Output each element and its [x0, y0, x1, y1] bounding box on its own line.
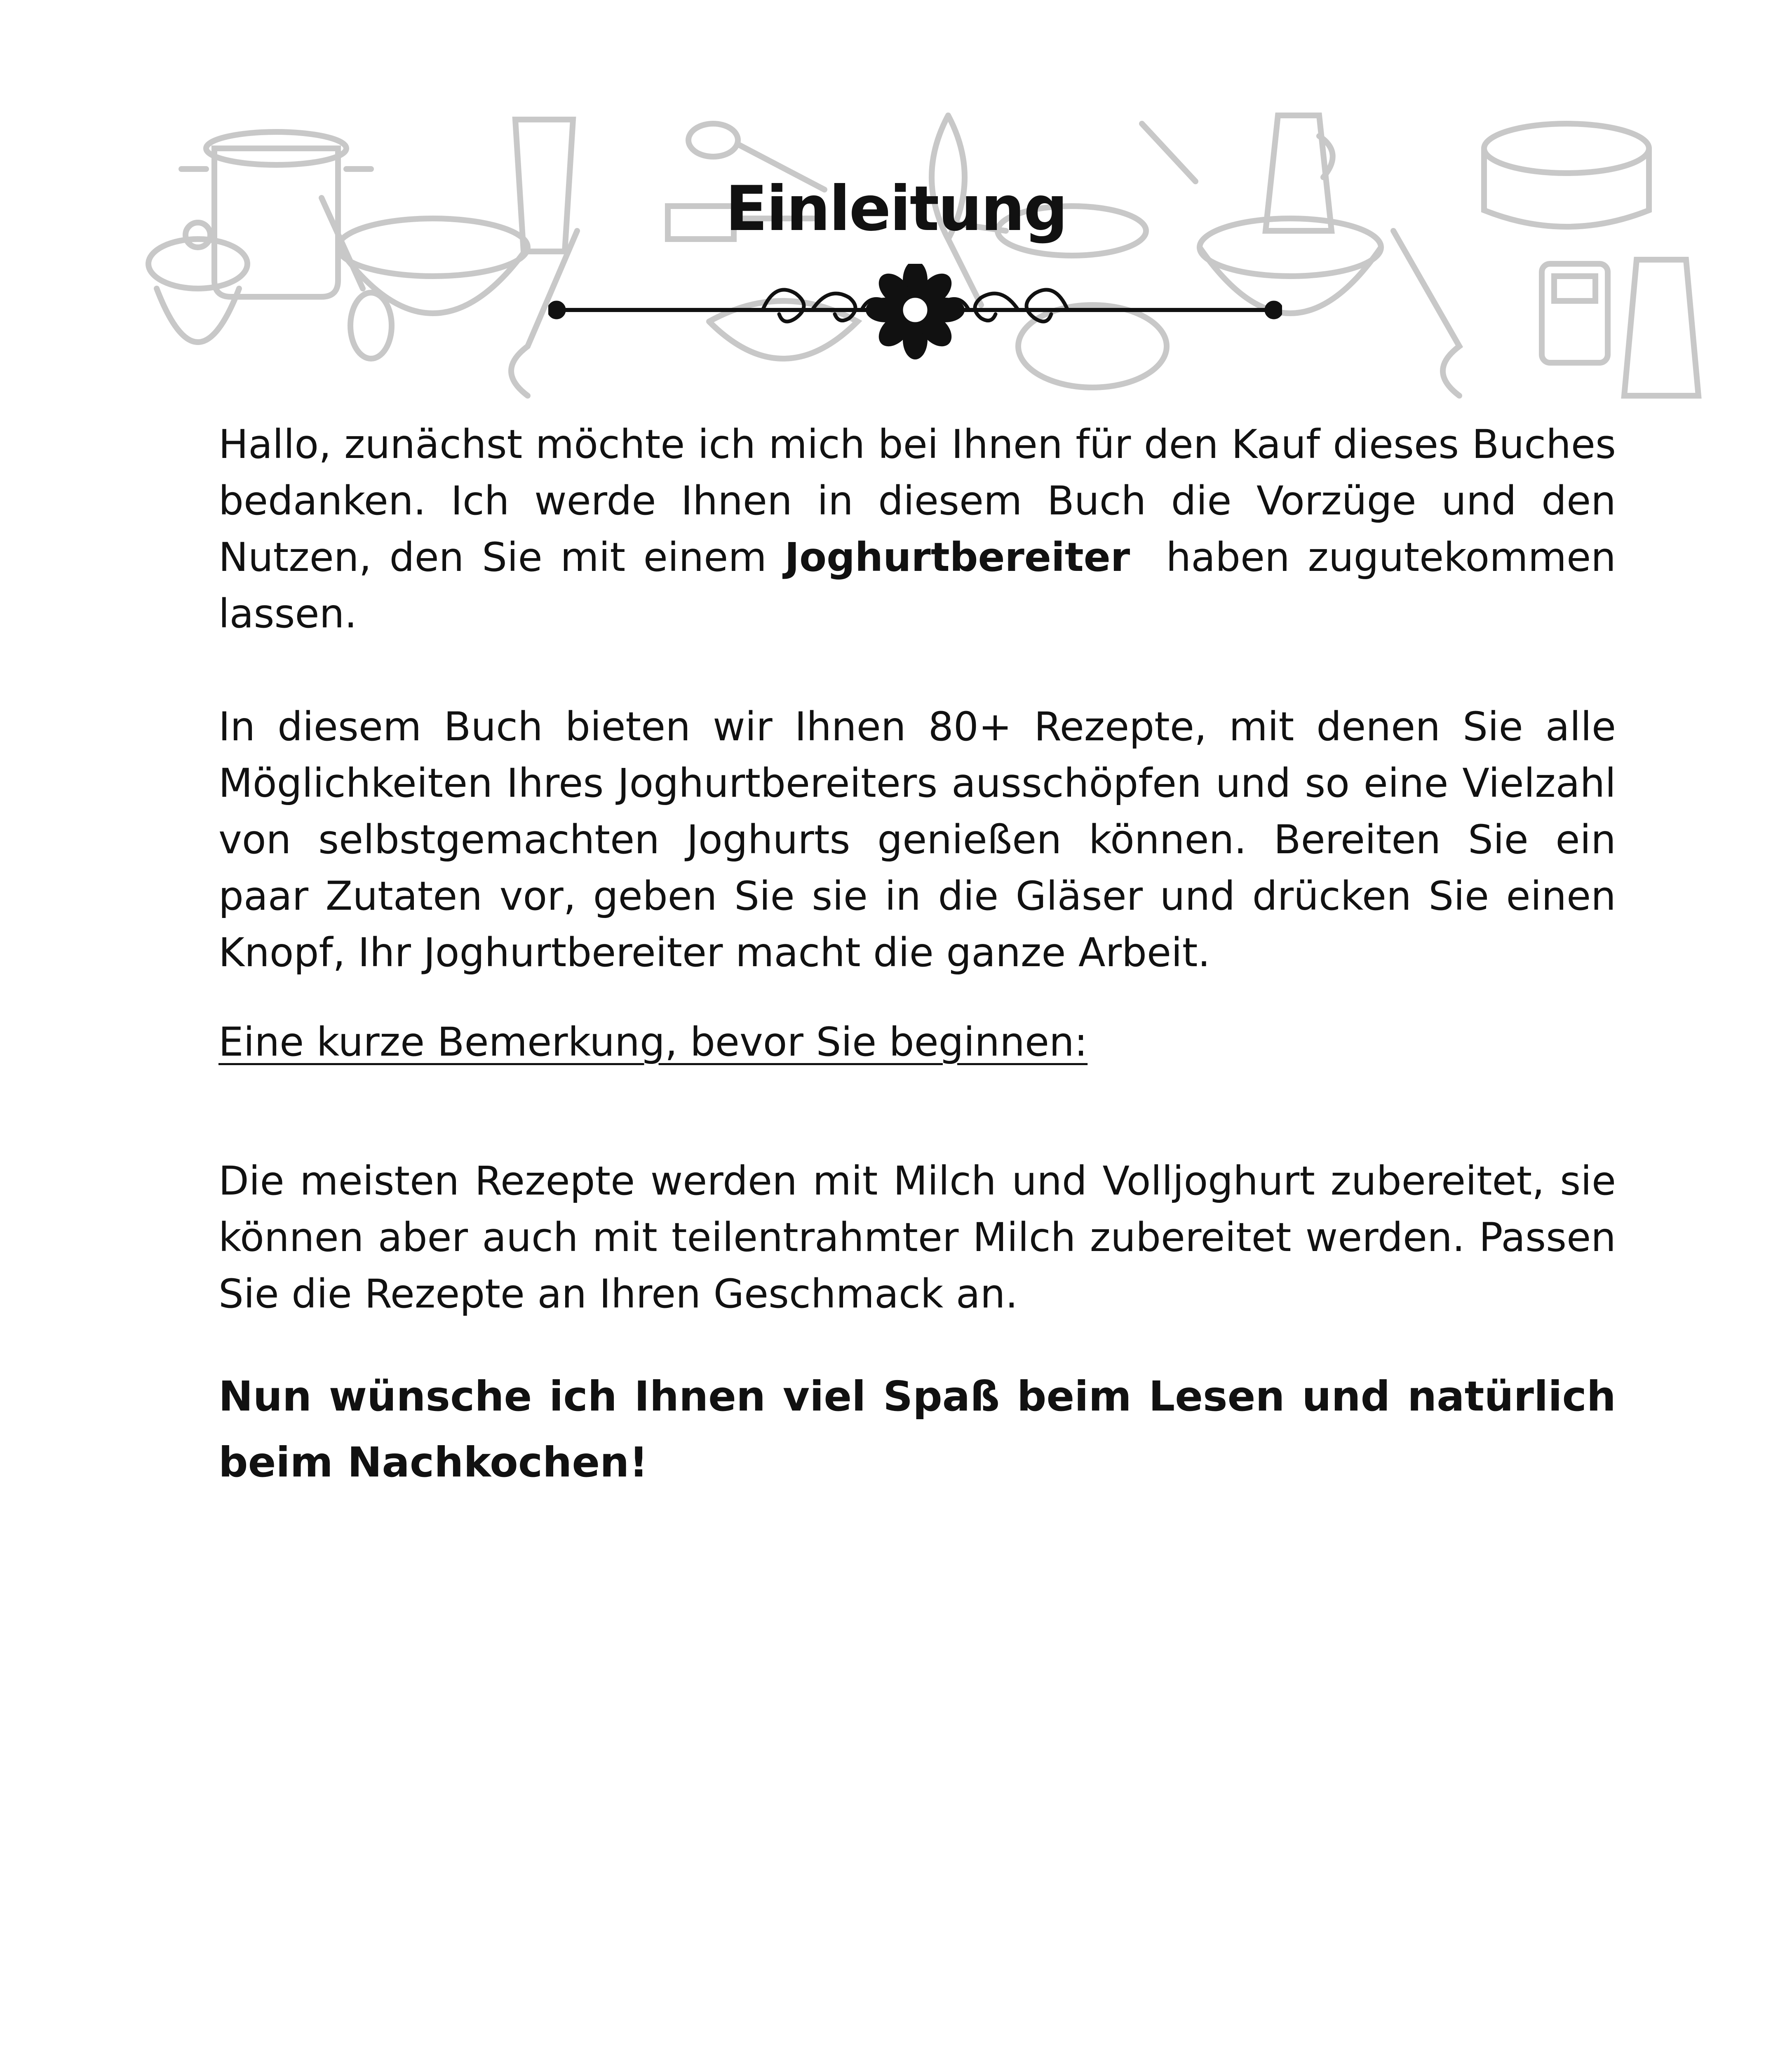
paragraph-thanks-text: Hallo, zunächst möchte ich mich bei Ihnen für den Kauf dieses Buches bedanken. Ich werde Ihnen in diesem Buch die Vorzüge und den Nutzen, den Sie mit einem — [218, 421, 1616, 580]
scale-icon — [1542, 264, 1608, 363]
title-ornament-divider — [548, 264, 1282, 363]
header-kitchen-illustrations — [0, 74, 1792, 416]
closing-wish: Nun wünsche ich Ihnen viel Spaß beim Lesen und natürlich beim Nachkochen! — [218, 1372, 1616, 1486]
grater-icon — [1624, 260, 1698, 396]
paragraph-milk-note: Die meisten Rezepte werden mit Milch und Volljoghurt zubereitet, sie können aber auch mit teilentrahmter Milch zubereitet werden. Passen Sie die Rezepte an Ihren Geschmack an. — [218, 1158, 1616, 1317]
introduction-body — [218, 416, 1629, 1495]
note-heading: Eine kurze Bemerkung, bevor Sie beginnen: — [218, 1019, 1088, 1065]
paragraph-thanks — [218, 416, 1629, 642]
joghurtbereiter-bold-term: Joghurtbereiter — [784, 534, 1130, 580]
page-title: Einleitung — [725, 173, 1067, 245]
flower-ornament-icon — [866, 264, 965, 359]
paragraph-thanks-tail: haben zugutekommen lassen. — [218, 534, 1629, 637]
paragraph-recipes: In diesem Buch bieten wir Ihnen 80+ Rezepte, mit denen Sie alle Möglichkeiten Ihres Joghurtbereiters ausschöpfen und so eine Vielzahl von selbstgemachten Joghurts genießen können. Bereiten Sie ein paar Zutaten vor, geben Sie sie in die Gläser und drücken Sie einen Knopf, Ihr Joghurtbereiter macht die ganze Arbeit. — [218, 704, 1616, 976]
